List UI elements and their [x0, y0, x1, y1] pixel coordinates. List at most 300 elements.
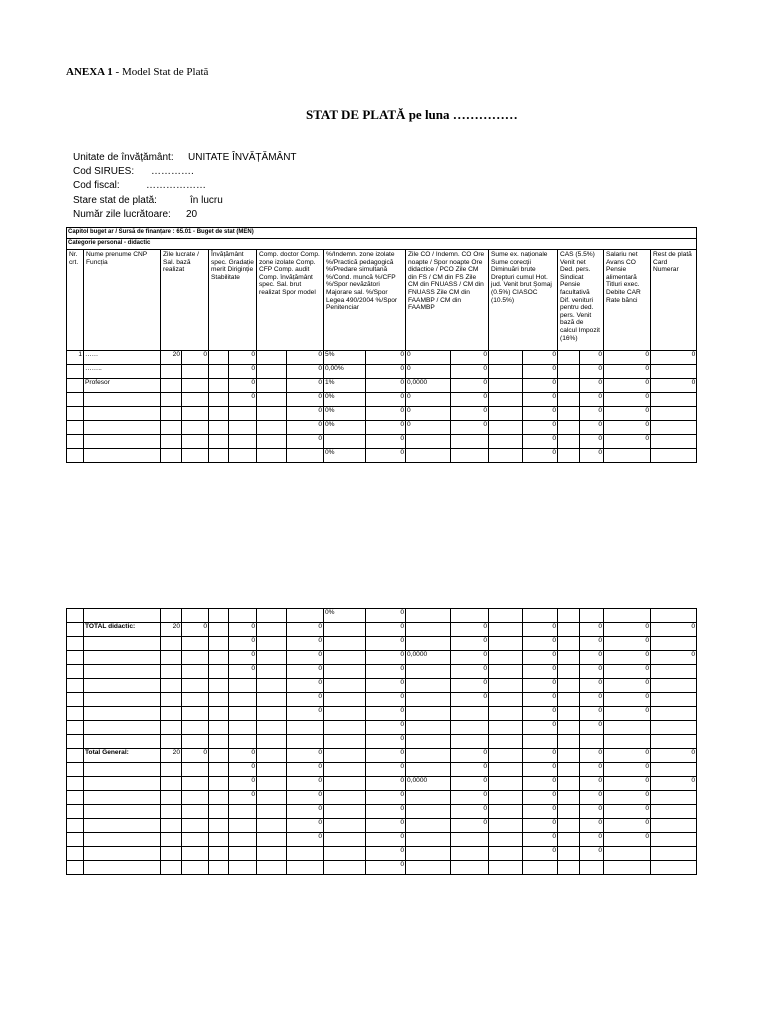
- header-cell: Rest de plată Card Numerar: [651, 250, 697, 351]
- table-cell: 0: [604, 833, 651, 847]
- table-cell: [209, 805, 229, 819]
- table-cell: [558, 791, 580, 805]
- table-cell: [324, 833, 366, 847]
- table-cell: 0%: [324, 449, 366, 463]
- table-cell: [558, 805, 580, 819]
- table-cell: 0: [451, 365, 489, 379]
- table-cell: [489, 693, 523, 707]
- table-cell: 0: [366, 379, 406, 393]
- table-cell: 0: [523, 407, 558, 421]
- meta-row: [73, 166, 194, 178]
- table-cell: [558, 393, 580, 407]
- table-cell: [209, 791, 229, 805]
- table-cell: [451, 861, 489, 875]
- table-cell: 0%: [324, 609, 366, 623]
- table-cell: 0: [287, 749, 324, 763]
- table-cell: [406, 735, 451, 749]
- table-cell: 0: [451, 763, 489, 777]
- table-cell: 0: [366, 449, 406, 463]
- table-cell: 0: [287, 435, 324, 449]
- table-cell: [182, 805, 209, 819]
- table-cell: [489, 449, 523, 463]
- table-cell: 0: [451, 805, 489, 819]
- table-cell: [558, 749, 580, 763]
- table-cell: [324, 721, 366, 735]
- table-cell: [161, 421, 182, 435]
- table-cell: [651, 833, 697, 847]
- header-cell: Învățământ spec. Gradație merit Diriginție Stabilitate: [209, 250, 257, 351]
- table-cell: [257, 665, 287, 679]
- table-cell: [209, 735, 229, 749]
- table-cell: [182, 833, 209, 847]
- header-cell: Nr. crt.: [67, 250, 84, 351]
- table-cell: [558, 861, 580, 875]
- table-cell: [558, 693, 580, 707]
- table-cell: [182, 393, 209, 407]
- table-cell: 0: [287, 777, 324, 791]
- table-row: [67, 407, 697, 421]
- table-cell: 0: [366, 777, 406, 791]
- meta-value: ………………: [146, 180, 206, 191]
- table-row: [67, 665, 697, 679]
- table-cell: [451, 721, 489, 735]
- table-cell: 0: [523, 365, 558, 379]
- table-cell: 0: [366, 847, 406, 861]
- table-cell: 0: [406, 421, 451, 435]
- annex-heading: [66, 66, 208, 78]
- table-cell: [651, 665, 697, 679]
- table-cell: [489, 435, 523, 449]
- table-cell: [489, 791, 523, 805]
- annex-separator: -: [112, 66, 122, 78]
- table-cell: [229, 819, 257, 833]
- table-cell: [161, 637, 182, 651]
- table-cell: 0: [651, 749, 697, 763]
- meta-value: 20: [186, 209, 198, 220]
- budget-chapter: Capitol buget ar / Sursă de finanțare : 65.01 - Buget de stat (MEN): [67, 228, 697, 239]
- table-cell: [489, 651, 523, 665]
- table-cell: [558, 421, 580, 435]
- table-cell: 0: [523, 749, 558, 763]
- table-cell: 0: [580, 679, 604, 693]
- table-cell: 0: [523, 679, 558, 693]
- table-cell: [324, 665, 366, 679]
- table-cell: 0: [580, 379, 604, 393]
- table-cell: [489, 833, 523, 847]
- table-cell: 0%: [324, 393, 366, 407]
- table-cell: 0: [604, 693, 651, 707]
- table-cell: 0: [604, 637, 651, 651]
- header-cell: Zile lucrate / Sal. bază realizat: [161, 250, 209, 351]
- table-cell: [209, 707, 229, 721]
- table-cell: [257, 379, 287, 393]
- table-cell: 0: [406, 393, 451, 407]
- table-cell: [257, 407, 287, 421]
- table-cell: [580, 735, 604, 749]
- table-cell: [67, 609, 84, 623]
- table-cell: 0: [451, 679, 489, 693]
- table-cell: 0: [229, 365, 257, 379]
- table-cell: [257, 609, 287, 623]
- table-cell: 0: [366, 693, 406, 707]
- table-cell: [406, 637, 451, 651]
- table-cell: [489, 407, 523, 421]
- table-cell: [67, 421, 84, 435]
- table-cell: [451, 833, 489, 847]
- table-cell: [604, 449, 651, 463]
- table-cell: 0: [523, 791, 558, 805]
- table-cell: 0: [580, 847, 604, 861]
- table-cell: 0: [523, 777, 558, 791]
- table-cell: [651, 819, 697, 833]
- table-cell: 0: [287, 833, 324, 847]
- table-cell: [651, 791, 697, 805]
- table-cell: [287, 735, 324, 749]
- table-cell: [67, 749, 84, 763]
- table-cell: [489, 351, 523, 365]
- table-cell: [84, 847, 161, 861]
- table-row: [67, 833, 697, 847]
- table-cell: [182, 379, 209, 393]
- table-cell: 0: [229, 749, 257, 763]
- table-cell: 0: [580, 693, 604, 707]
- table-cell: [523, 735, 558, 749]
- table-cell: 0: [604, 651, 651, 665]
- table-cell: [558, 707, 580, 721]
- table-cell: 20: [161, 623, 182, 637]
- meta-label: Unitate de învățământ:: [73, 152, 174, 163]
- meta-value: ………….: [151, 166, 194, 177]
- document-title: STAT DE PLATĂ pe luna ……………: [306, 107, 518, 122]
- table-cell: [406, 791, 451, 805]
- table-cell: 0: [406, 407, 451, 421]
- table-cell: [287, 721, 324, 735]
- table-cell: [324, 777, 366, 791]
- table-cell: [229, 833, 257, 847]
- table-cell: [406, 805, 451, 819]
- table-cell: 0: [366, 791, 406, 805]
- table-cell: 0: [523, 435, 558, 449]
- table-cell: [182, 819, 209, 833]
- table-cell: [67, 777, 84, 791]
- table-cell: 0,0000: [406, 379, 451, 393]
- table-cell: 0: [523, 707, 558, 721]
- table-cell: 0: [229, 623, 257, 637]
- table-cell: 0: [523, 637, 558, 651]
- table-cell: [209, 365, 229, 379]
- table-cell: 0: [182, 623, 209, 637]
- table-cell: 0: [604, 749, 651, 763]
- table-cell: 0: [287, 651, 324, 665]
- table-cell: 0: [451, 379, 489, 393]
- table-cell: 0: [366, 435, 406, 449]
- table-cell: [324, 819, 366, 833]
- table-row: [67, 435, 697, 449]
- table-cell: [161, 847, 182, 861]
- table-cell: [84, 407, 161, 421]
- table-cell: [257, 623, 287, 637]
- table-cell: [489, 679, 523, 693]
- table-cell: [489, 623, 523, 637]
- table-cell: [229, 735, 257, 749]
- table-cell: 0: [287, 805, 324, 819]
- table-cell: 0: [604, 805, 651, 819]
- table-cell: 0: [651, 623, 697, 637]
- table-cell: [558, 351, 580, 365]
- table-cell: [67, 393, 84, 407]
- table-cell: 0,0000: [406, 651, 451, 665]
- table-cell: [257, 651, 287, 665]
- table-cell: [406, 763, 451, 777]
- table-cell: 0: [287, 679, 324, 693]
- table-cell: 0: [523, 421, 558, 435]
- table-cell: [651, 407, 697, 421]
- table-cell: 0: [604, 421, 651, 435]
- table-cell: Profesor: [84, 379, 161, 393]
- table-cell: [489, 763, 523, 777]
- table-cell: [229, 805, 257, 819]
- table-row: [67, 637, 697, 651]
- header-cell: %/Indemn. zone izolate %/Practică pedagogică %/Predare simultană %/Cond. muncă %/CFP %/Spor nevăzători Majorare sal. %/Spor Legea 490/2004 %/Spor Penitenciar: [324, 250, 406, 351]
- table-cell: 0: [451, 393, 489, 407]
- table-cell: 0: [451, 665, 489, 679]
- table-cell: [209, 637, 229, 651]
- table-cell: [558, 379, 580, 393]
- table-cell: [406, 833, 451, 847]
- table-cell: [257, 393, 287, 407]
- table-cell: 0: [366, 819, 406, 833]
- table-cell: [558, 777, 580, 791]
- table-cell: [209, 623, 229, 637]
- table-row: [67, 805, 697, 819]
- table-cell: [257, 449, 287, 463]
- table-cell: 0: [451, 351, 489, 365]
- table-cell: 0: [604, 665, 651, 679]
- table-cell: [161, 777, 182, 791]
- table-cell: [182, 763, 209, 777]
- table-cell: 0: [451, 407, 489, 421]
- table-cell: [406, 449, 451, 463]
- table-cell: 0,0000: [406, 777, 451, 791]
- table-cell: 0: [229, 651, 257, 665]
- table-cell: [67, 365, 84, 379]
- table-cell: [651, 421, 697, 435]
- table-row: [67, 449, 697, 463]
- table-cell: [580, 861, 604, 875]
- table-cell: [84, 777, 161, 791]
- table-cell: [406, 819, 451, 833]
- table-cell: [324, 805, 366, 819]
- table-cell: [182, 679, 209, 693]
- table-cell: [209, 847, 229, 861]
- table-cell: [406, 693, 451, 707]
- table-cell: [161, 449, 182, 463]
- table-cell: 0: [366, 707, 406, 721]
- table-cell: 5%: [324, 351, 366, 365]
- table-cell: [489, 847, 523, 861]
- table-cell: [489, 393, 523, 407]
- table-cell: [161, 665, 182, 679]
- table-cell: 0: [366, 833, 406, 847]
- table-cell: 0: [451, 693, 489, 707]
- table-cell: [161, 651, 182, 665]
- table-cell: 0: [523, 693, 558, 707]
- table-cell: 0: [366, 637, 406, 651]
- table-cell: [182, 421, 209, 435]
- table-cell: [287, 609, 324, 623]
- table-row: [67, 693, 697, 707]
- table-cell: [209, 393, 229, 407]
- table-cell: [324, 623, 366, 637]
- table-cell: [182, 609, 209, 623]
- table-cell: [67, 623, 84, 637]
- table-cell: [604, 609, 651, 623]
- table-cell: [406, 707, 451, 721]
- table-cell: [182, 449, 209, 463]
- table-cell: [523, 861, 558, 875]
- table-row: [67, 623, 697, 637]
- table-row: [67, 791, 697, 805]
- table-cell: 0: [229, 777, 257, 791]
- table-cell: [182, 847, 209, 861]
- table-cell: [489, 609, 523, 623]
- table-cell: [229, 861, 257, 875]
- table-cell: 0: [287, 707, 324, 721]
- table-cell: [209, 861, 229, 875]
- table-cell: 0: [406, 365, 451, 379]
- meta-value: în lucru: [190, 195, 223, 206]
- table-cell: [489, 379, 523, 393]
- table-cell: [651, 707, 697, 721]
- table-cell: 0: [580, 651, 604, 665]
- table-cell: 0: [287, 693, 324, 707]
- table-cell: 0: [523, 393, 558, 407]
- table-cell: [182, 651, 209, 665]
- table-row: [67, 777, 697, 791]
- table-cell: [84, 805, 161, 819]
- table-cell: [651, 365, 697, 379]
- table-cell: [209, 749, 229, 763]
- table-cell: [67, 707, 84, 721]
- meta-label: Cod SIRUES:: [73, 166, 135, 177]
- table-cell: [604, 735, 651, 749]
- table-cell: 0: [451, 749, 489, 763]
- table-cell: [257, 365, 287, 379]
- table-cell: [67, 637, 84, 651]
- table2-body: [67, 609, 697, 875]
- table-cell: 0: [604, 379, 651, 393]
- table-cell: [209, 421, 229, 435]
- table-cell: [324, 861, 366, 875]
- table-cell: [651, 449, 697, 463]
- table-cell: [182, 791, 209, 805]
- table-cell: [406, 435, 451, 449]
- table-cell: [558, 721, 580, 735]
- table-cell: [209, 777, 229, 791]
- table-cell: [182, 735, 209, 749]
- table-cell: [209, 407, 229, 421]
- table-cell: [558, 819, 580, 833]
- table-cell: 0: [366, 861, 406, 875]
- table-cell: 0: [287, 379, 324, 393]
- table-cell: 0: [580, 393, 604, 407]
- table-cell: 0: [523, 651, 558, 665]
- table-cell: [182, 777, 209, 791]
- table-cell: [406, 847, 451, 861]
- table-cell: 0: [287, 791, 324, 805]
- table-cell: [209, 665, 229, 679]
- table-cell: [209, 819, 229, 833]
- table-cell: [451, 707, 489, 721]
- table-cell: [229, 407, 257, 421]
- table-cell: [209, 449, 229, 463]
- table-cell: [257, 435, 287, 449]
- table-cell: [84, 421, 161, 435]
- table-cell: [161, 707, 182, 721]
- table-cell: [257, 679, 287, 693]
- table-cell: 0: [523, 351, 558, 365]
- table-cell: 0: [406, 351, 451, 365]
- table-cell: [67, 847, 84, 861]
- table-cell: [229, 707, 257, 721]
- table-cell: [489, 805, 523, 819]
- table-cell: [257, 693, 287, 707]
- header-cell: Sume ex. naționale Sume corecții Diminuări brute Drepturi cumul Hot. jud. Venit brut Șomaj (0.5%) CIASOC (10.5%): [489, 250, 558, 351]
- table-cell: 0: [523, 379, 558, 393]
- table-cell: 0: [604, 763, 651, 777]
- table-cell: [257, 735, 287, 749]
- table-cell: [489, 735, 523, 749]
- table-cell: 0: [604, 777, 651, 791]
- table-cell: [229, 435, 257, 449]
- table-cell: [84, 435, 161, 449]
- table-cell: 0: [366, 623, 406, 637]
- table-cell: [209, 833, 229, 847]
- table-cell: [406, 679, 451, 693]
- table-cell: [324, 791, 366, 805]
- table-cell: 0: [580, 407, 604, 421]
- table-cell: [182, 861, 209, 875]
- table-cell: [489, 637, 523, 651]
- table-cell: 0: [580, 435, 604, 449]
- table-cell: 0: [287, 763, 324, 777]
- table-cell: [651, 721, 697, 735]
- table-cell: 0: [229, 637, 257, 651]
- table-cell: [489, 665, 523, 679]
- table-cell: [182, 693, 209, 707]
- table-cell: [257, 805, 287, 819]
- table-cell: 0: [287, 819, 324, 833]
- table-cell: 20: [161, 351, 182, 365]
- table-cell: 0: [580, 833, 604, 847]
- table-cell: [287, 861, 324, 875]
- meta-row: [73, 209, 198, 221]
- table-cell: 0: [523, 449, 558, 463]
- table-cell: 0: [604, 819, 651, 833]
- table-cell: 0: [580, 421, 604, 435]
- annex-text: Model Stat de Plată: [121, 66, 209, 78]
- table-cell: 0: [580, 365, 604, 379]
- table-cell: 0: [287, 393, 324, 407]
- table-cell: 0: [580, 819, 604, 833]
- table-row: [67, 819, 697, 833]
- table-cell: 0: [229, 351, 257, 365]
- table-cell: [161, 609, 182, 623]
- table-cell: 0%: [324, 407, 366, 421]
- table-cell: 0: [366, 735, 406, 749]
- table-cell: [182, 435, 209, 449]
- table-cell: 0: [580, 763, 604, 777]
